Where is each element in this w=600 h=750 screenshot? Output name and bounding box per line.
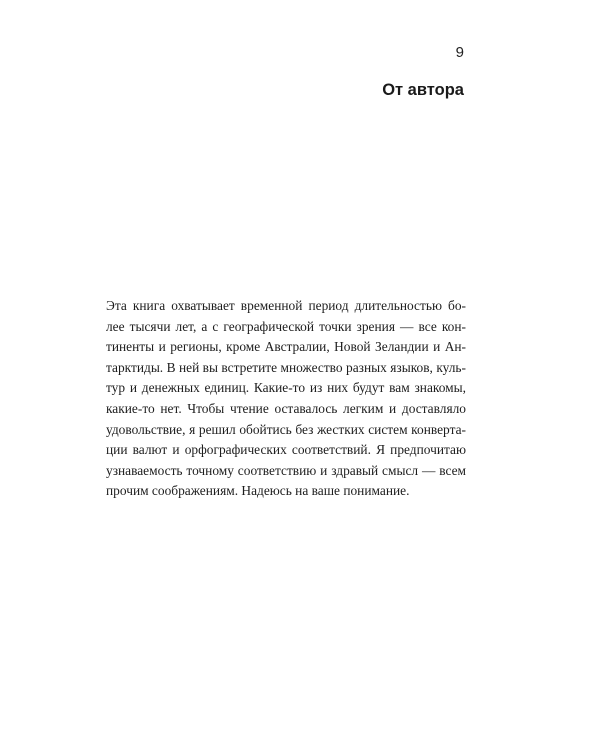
paragraph-line: тиненты и регионы, кроме Австралии, Новой Зеландии и Ан- [106,339,466,355]
paragraph-line: лее тысячи лет, а с географической точки зрения — все кон- [106,318,466,334]
paragraph-line: узнаваемость точному соответствию и здравый смысл — всем [106,462,466,478]
paragraph-line: ции валют и орфографических соответствий. Я предпочитаю [106,442,466,458]
paragraph-line: тарктиды. В ней вы встретите множество разных языков, куль- [106,359,466,375]
paragraph-line: удовольствие, я решил обойтись без жестких систем конверта- [106,421,466,437]
paragraph-line: тур и денежных единиц. Какие-то из них будут вам знакомы, [106,380,466,396]
paragraph-line: прочим соображениям. Надеюсь на ваше понимание. [106,483,410,499]
body-paragraph [106,296,466,502]
section-title: От автора [382,81,464,99]
paragraph-line: Эта книга охватывает временной период длительностью бо- [106,298,466,313]
page-number: 9 [455,44,464,61]
paragraph-line: какие-то нет. Чтобы чтение оставалось легким и доставляло [106,400,466,416]
